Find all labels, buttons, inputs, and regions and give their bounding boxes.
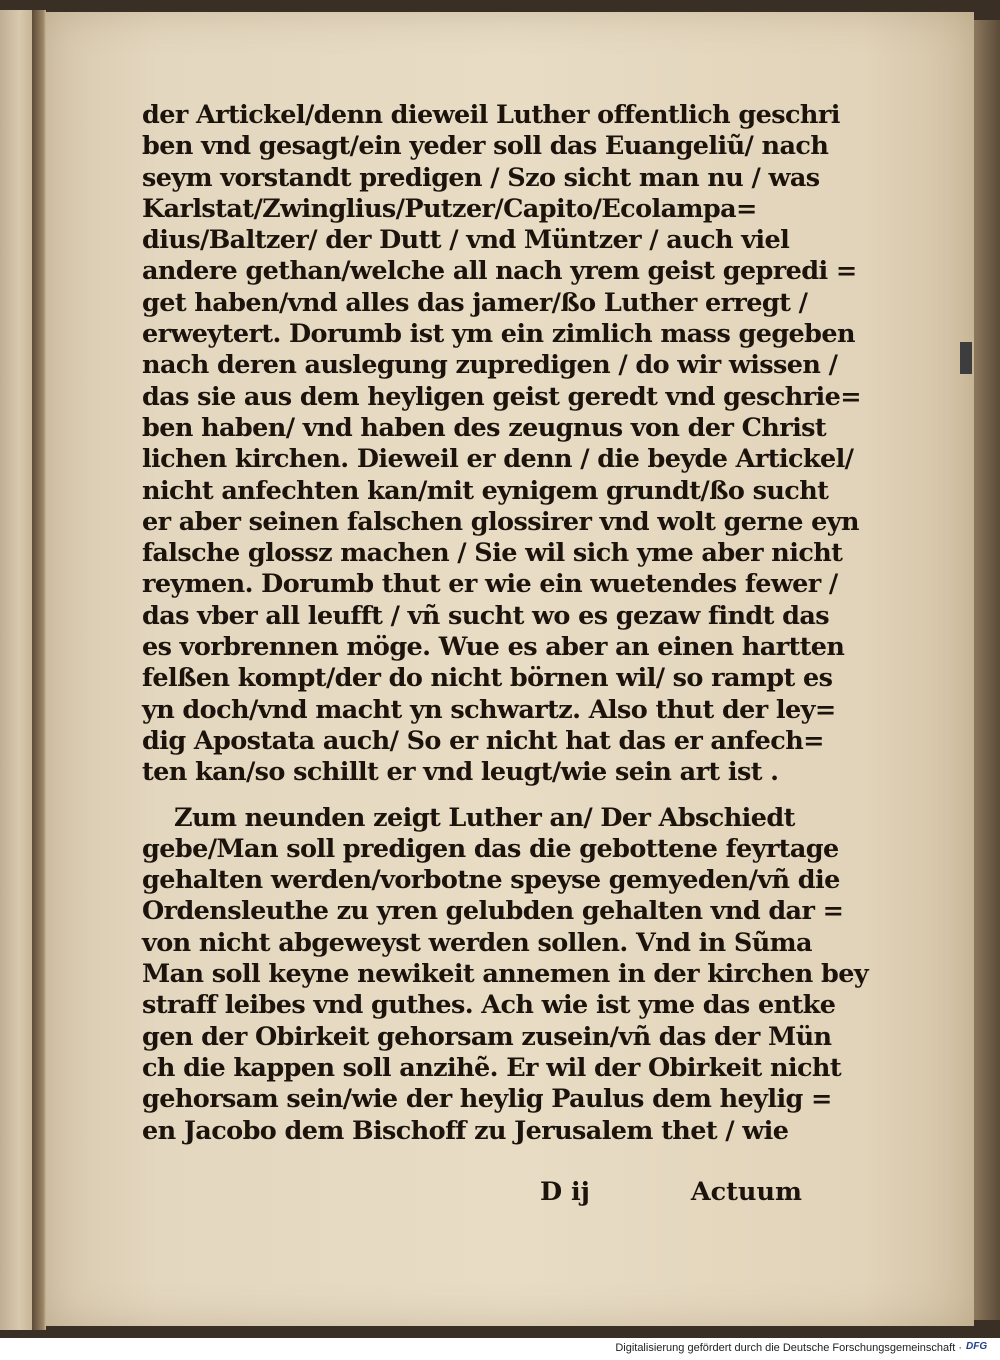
text-line: gebe/Man soll predigen das die gebottene feyrtage [142, 833, 839, 864]
page-text [142, 100, 869, 1147]
text-line: dig Apostata auch/ So er nicht hat das er anfech= [142, 725, 824, 756]
footer-bar [0, 1338, 1000, 1360]
text-line: gehalten werden/vorbotne speyse gemyeden/vñ die [142, 865, 840, 896]
text-line: er aber seinen falschen glossirer vnd wolt gerne eyn [142, 506, 859, 537]
text-line: seym vorstandt predigen / Szo sicht man nu / was [142, 162, 820, 193]
text-line: get haben/vnd alles das jamer/ßo Luther erregt / [142, 287, 808, 318]
paragraph-1 [142, 100, 861, 789]
facing-page-edge [0, 10, 34, 1330]
text-line: Zum neunden zeigt Luther an/ Der Abschiedt [174, 802, 795, 833]
text-line: ben haben/ vnd haben des zeugnus von der Christ [142, 412, 827, 443]
text-line: von nicht abgeweyst werden sollen. Vnd in Sũma [142, 927, 812, 958]
paragraph-2 [142, 802, 869, 1147]
text-line: straff leibes vnd guthes. Ach wie ist yme das entke [142, 990, 836, 1021]
text-line: yn doch/vnd macht yn schwartz. Also thut der ley= [142, 694, 836, 725]
text-line: falsche glossz machen / Sie wil sich yme aber nicht [142, 538, 843, 569]
page-marker [960, 342, 972, 374]
text-line: ten kan/so schillt er vnd leugt/wie sein art ist . [142, 757, 779, 788]
text-line: ben vnd gesagt/ein yeder soll das Euangeliũ/ nach [142, 131, 829, 162]
dfg-logo: DFG [966, 1341, 988, 1352]
text-line: gehorsam sein/wie der heylig Paulus dem heylig = [142, 1084, 832, 1115]
text-line: dius/Baltzer/ der Dutt / vnd Müntzer / auch viel [142, 225, 790, 256]
text-line: der Artickel/denn dieweil Luther offentlich geschri [142, 100, 840, 130]
funding-credit: Digitalisierung gefördert durch die Deutsche Forschungsgemeinschaft · [615, 1342, 962, 1354]
text-line: nach deren auslegung zupredigen / do wir wissen / [142, 350, 838, 381]
text-line: erweytert. Dorumb ist ym ein zimlich mass gegeben [142, 319, 855, 350]
text-line: felßen kompt/der do nicht börnen wil/ so rampt es [142, 663, 833, 694]
text-line: ch die kappen soll anzihẽ. Er wil der Obirkeit nicht [142, 1052, 842, 1083]
text-line: es vorbrennen möge. Wue es aber an einen hartten [142, 632, 845, 663]
text-line: Man soll keyne newikeit annemen in der kirchen bey [142, 959, 869, 990]
text-line: gen der Obirkeit gehorsam zusein/vñ das der Mün [142, 1021, 832, 1052]
text-line: Karlstat/Zwinglius/Putzer/Capito/Ecolampa= [142, 193, 757, 224]
page-edge-shadow [974, 20, 1000, 1320]
catchline [540, 1177, 802, 1209]
text-line: das vber all leufft / vñ sucht wo es gezaw findt das [142, 600, 830, 631]
text-line: en Jacobo dem Bischoff zu Jerusalem thet / wie [142, 1115, 789, 1146]
text-line: lichen kirchen. Dieweil er denn / die beyde Artickel/ [142, 444, 854, 475]
text-line: nicht anfechten kan/mit eynigem grundt/ßo sucht [142, 475, 829, 506]
paragraph-spacer [142, 789, 802, 803]
text-line: das sie aus dem heyligen geist geredt vnd geschrie= [142, 381, 861, 412]
book-gutter [32, 10, 46, 1330]
text-line: reymen. Dorumb thut er wie ein wuetendes fewer / [142, 569, 838, 600]
text-line: Ordensleuthe zu yren gelubden gehalten vnd dar = [142, 896, 844, 927]
text-line: andere gethan/welche all nach yrem geist gepredi = [142, 256, 857, 287]
catchword: Actuum [690, 1177, 802, 1207]
signature-mark: D ij [540, 1177, 590, 1207]
